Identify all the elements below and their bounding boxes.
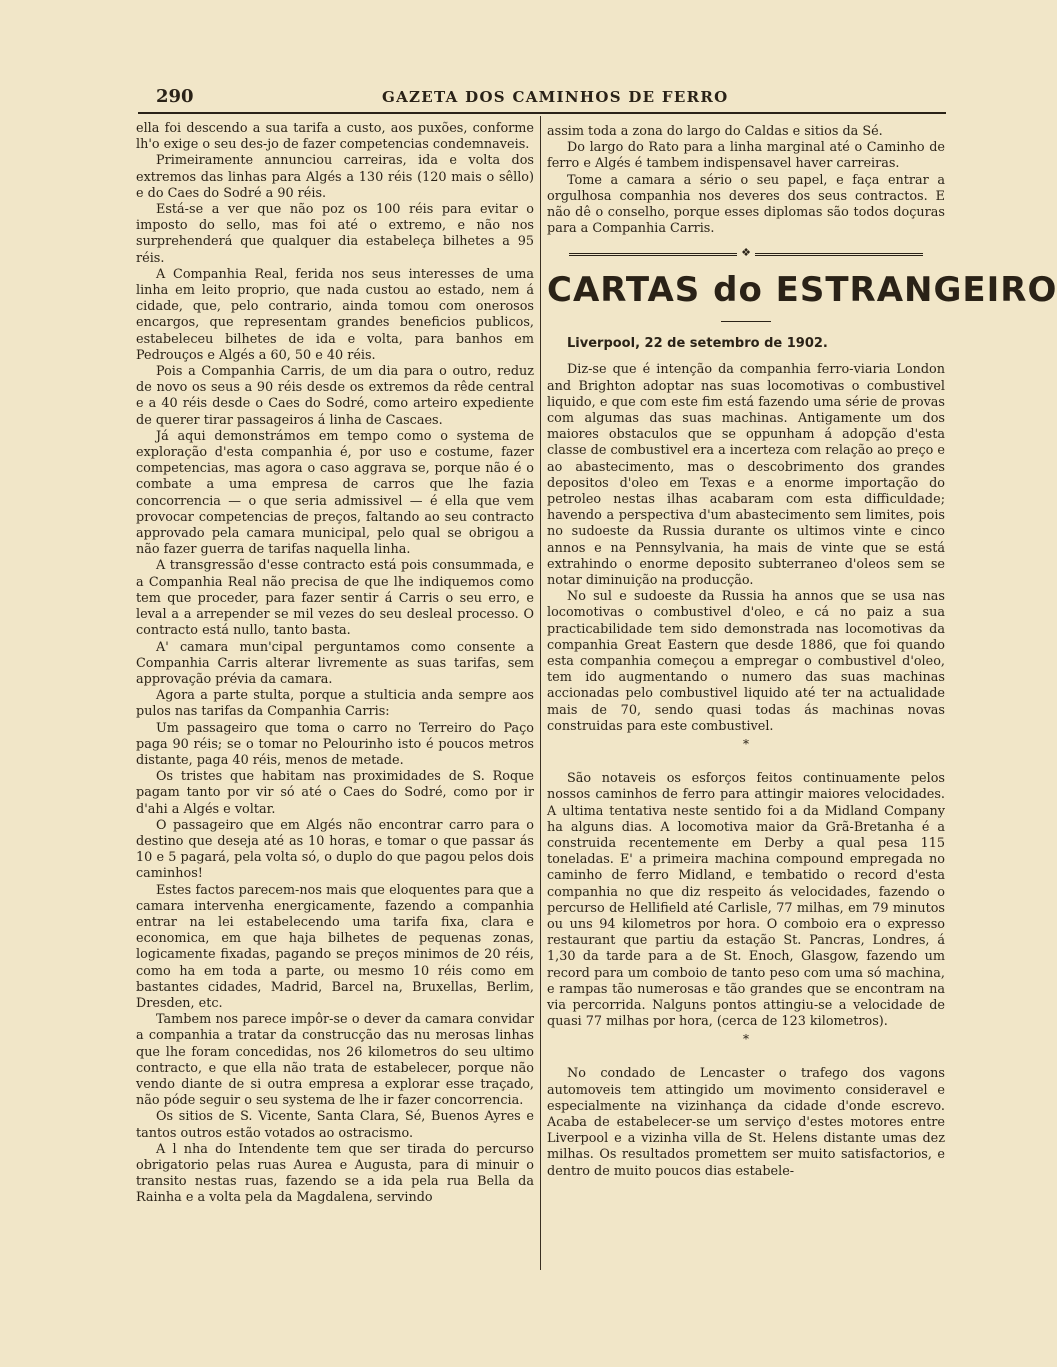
paragraph: São notaveis os esforços feitos continuamente pelos nossos caminhos de ferro para attingir maiores velocidades. A ultima tentativa neste sentido foi a da Midland Company ha alguns dias. A locomotiva maior da Grã-Bretanha é a construida recentemente em Derby a qual pesa 115 toneladas. E' a primeira machina compound empregada no caminho de ferro Midland, e tembatido o record d'esta companhia no que diz respeito ás velocidades, fazendo o percurso de Hellifield até Carlisle, 77 milhas, em 79 minutos ou uns 94 kilometros por hora. O comboio era o expresso restaurant que partiu da estação St. Pancras, Londres, á 1,30 da tarde para a de St. Enoch, Glasgow, fazendo um record para um comboio de tanto peso com uma só machina, e rampas tão numerosas e tão grandes que se encontram na via percorrida. Nalguns pontos attingiu-se a velocidade de quasi 77 milhas por hora, (cerca de 123 kilometros). <box>547 771 945 1030</box>
paragraph: Está-se a ver que não poz os 100 réis para evitar o imposto do sello, mas foi até o extremo, e não nos surprehenderá que qualquer dia estabeleça bilhetes a 95 réis. <box>136 202 534 266</box>
paragraph: Tome a camara a sério o seu papel, e faça entrar a orgulhosa companhia nos deveres dos seus contractos. E não dê o conselho, porque esses diplomas são todos doçuras para a Companhia Carris. <box>547 172 945 237</box>
section-separator: * <box>743 1032 749 1047</box>
paragraph: Estes factos parecem-nos mais que eloquentes para que a camara intervenha energicamente, fazendo a companhia entrar na lei estabelecendo uma tarifa fixa, clara e economica, em que haja bilhetes de pequenas zonas, logicamente fixadas, pagando se preços minimos de 20 réis, como ha em toda a parte, ou mesmo 10 réis como em bastantes cidades, Madrid, Barcel na, Bruxellas, Berlim, Dresden, etc. <box>136 882 534 1011</box>
ornament-icon: ❖ <box>737 247 755 259</box>
page-number: 290 <box>156 86 194 107</box>
column-divider <box>540 116 541 1270</box>
paragraph: Tambem nos parece impôr-se o dever da camara convidar a companhia a tratar da construcção das nu merosas linhas que lhe foram concedidas, nos 26 kilometros do seu ultimo contracto, e que ella não trata de estabelecer, porque não vendo diante de si outra empresa a explorar esse traçado, não póde seguir o seu systema de lhe ir fazer concorrencia. <box>136 1012 534 1109</box>
paragraph: Um passageiro que toma o carro no Terreiro do Paço paga 90 réis; se o tomar no Pelourinho isto é poucos metros distante, paga 40 réis, menos de metade. <box>136 720 534 768</box>
paragraph: Diz-se que é intenção da companhia ferro-viaria London and Brighton adoptar nas suas locomotivas o combustivel liquido, e que com este fim está fazendo uma série de provas com algumas das suas machinas. Antigamente um dos maiores obstaculos que se oppunham á adopção d'esta classe de combustivel era a incerteza com relação ao preço e ao abastecimento, mas o descobrimento dos grandes depositos d'oleo em Texas e a enorme importação do petroleo nestas ilhas acabaram com esta difficuldade; havendo a perspectiva d'um abastecimento sem limites, pois no sudoeste da Russia durante os ultimos vinte e cinco annos e na Pennsylvania, ha mais de vinte que se está extrahindo o enorme deposito subterraneo d'oleos sem se notar diminuição na producção. <box>547 362 945 589</box>
right-column <box>547 124 1057 1180</box>
ornamental-rule <box>569 247 923 261</box>
left-column <box>136 121 534 1207</box>
header-rule <box>138 112 946 114</box>
paragraph: Do largo do Rato para a linha marginal até o Caminho de ferro e Algés é tambem indispensavel haver carreiras. <box>547 140 945 172</box>
journal-title: GAZETA DOS CAMINHOS DE FERRO <box>382 88 729 106</box>
paragraph: Agora a parte stulta, porque a stulticia anda sempre aos pulos nas tarifas da Companhia Carris: <box>136 688 534 720</box>
paragraph: Primeiramente annunciou carreiras, ida e volta dos extremos das linhas para Algés a 130 réis (120 mais o sêllo) e do Caes do Sodré a 90 réis. <box>136 153 534 201</box>
paragraph: A transgressão d'esse contracto está pois consummada, e a Companhia Real não precisa de que lhe indiquemos como tem que proceder, para fazer sentir á Carris o seu erro, e leval a a arrepender se mil vezes do seu desleal processo. O contracto está nullo, tanto basta. <box>136 558 534 639</box>
paragraph: A Companhia Real, ferida nos seus interesses de uma linha em leito proprio, que nada custou ao estado, nem á cidade, que, pelo contrario, ainda tomou com onerosos encargos, que representam grandes beneficios publicos, estabeleceu bilhetes de ida e volta, para banhos em Pedrouços e Algés a 60, 50 e 40 réis. <box>136 266 534 363</box>
paragraph: Já aqui demonstrámos em tempo como o systema de exploração d'esta companhia é, por uso e costume, fazer competencias, mas agora o caso aggrava se, porque não é o combate a uma empresa de carros que lhe fazia concorrencia — o que seria admissivel — é ella que vem provocar competencias de preços, faltando ao seu contracto approvado pela camara municipal, pelo qual se obrigou a não fazer guerra de tarifas naquella linha. <box>136 428 534 558</box>
paragraph: A l nha do Intendente tem que ser tirada do percurso obrigatorio pelas ruas Aurea e Augusta, para di minuir o transito nestas ruas, fazendo se a ida pela rua Bella da Rainha e a volta pela da Magdalena, servindo <box>136 1141 534 1206</box>
paragraph: No condado de Lencaster o trafego dos vagons automoveis tem attingido um movimento consideravel e especialmente na vizinhança da cidade d'onde escrevo. Acaba de estabelecer-se um serviço d'estes motores entre Liverpool e a vizinha villa de St. Helens distante umas dez milhas. Os resultados promettem ser muito satisfactorios, e dentro de muito poucos dias estabele- <box>547 1066 945 1179</box>
section-separator: * <box>743 737 749 752</box>
paragraph: O passageiro que em Algés não encontrar carro para o destino que deseja até as 10 horas, e tomar o que passar ás 10 e 5 pagará, pela volta só, o duplo do que pagou pelos dois caminhos! <box>136 817 534 882</box>
paragraph: A' camara mun'cipal perguntamos como consente a Companhia Carris alterar livremente as suas tarifas, sem approvação prévia da camara. <box>136 639 534 687</box>
dateline: Liverpool, 22 de setembro de 1902. <box>567 336 828 352</box>
title-underline <box>721 321 771 322</box>
paragraph: Os tristes que habitam nas proximidades de S. Roque pagam tanto por vir só até o Caes do Sodré, como por ir d'ahi a Algés e voltar. <box>136 769 534 817</box>
paragraph: Pois a Companhia Carris, de um dia para o outro, reduz de novo os seus a 90 réis desde os extremos da rêde central e a 40 réis desde o Caes do Sodré, como arteiro expediente de querer tirar passageiros á linha de Cascaes. <box>136 364 534 428</box>
paragraph: No sul e sudoeste da Russia ha annos que se usa nas locomotivas o combustivel d'oleo, e cá no paiz a sua practicabilidade tem sido demonstrada nas locomotivas da companhia Great Eastern que desde 1886, que foi quando esta companhia começou a empregar o combustivel d'oleo, tem ido augmentando o numero das suas machinas accionadas pelo combustivel liquido até ter na actualidade mais de 70, sendo quasi todas ás machinas novas construidas para este combustivel. <box>547 589 945 734</box>
paragraph: Os sitios de S. Vicente, Santa Clara, Sé, Buenos Ayres e tantos outros estão votados ao ostracismo. <box>136 1109 534 1141</box>
section-title: CARTAS do ESTRANGEIRO <box>547 270 1057 311</box>
paragraph: assim toda a zona do largo do Caldas e sitios da Sé. <box>547 124 883 139</box>
running-header <box>138 84 946 112</box>
paragraph: ella foi descendo a sua tarifa a custo, aos puxões, conforme lh'o exige o seu des-jo de fazer competencias condemnaveis. <box>136 121 534 153</box>
